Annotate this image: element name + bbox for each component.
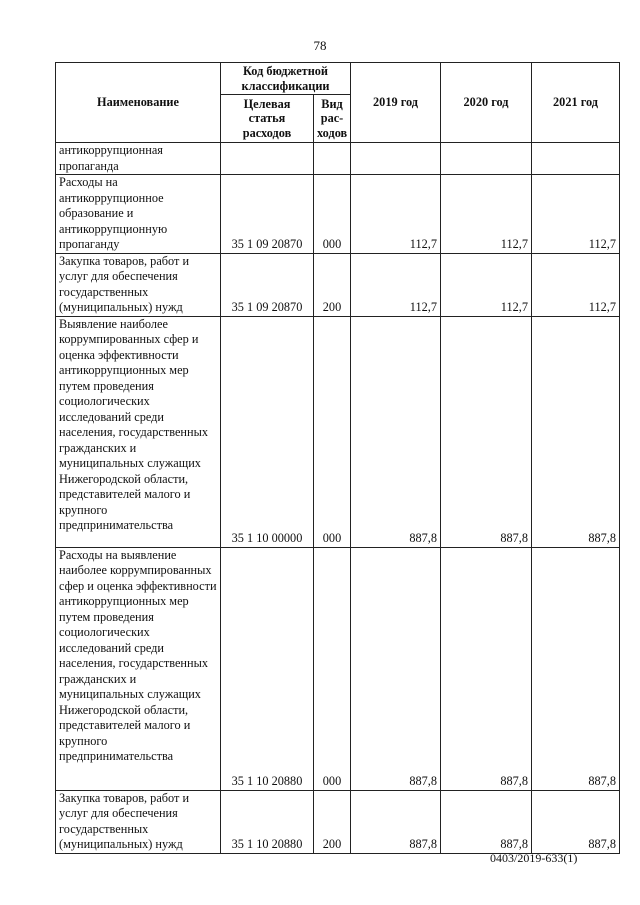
row-2020: 112,7 (441, 175, 532, 254)
header-2019: 2019 год (351, 63, 441, 143)
row-2019 (351, 143, 441, 175)
row-2019: 887,8 (351, 316, 441, 547)
document-code: 0403/2019-633(1) (490, 851, 578, 865)
row-name: Закупка товаров, работ и услуг для обеспечения государственных (муниципальных) нужд (56, 253, 221, 316)
row-2020: 887,8 (441, 547, 532, 790)
row-kind: 200 (314, 790, 351, 853)
table-row (56, 175, 620, 254)
table-row (56, 547, 620, 790)
row-code (221, 143, 314, 175)
table-row (56, 316, 620, 547)
page-number: 78 (313, 38, 327, 53)
row-name: Расходы на антикоррупционное образование и антикоррупционную пропаганду (56, 175, 221, 254)
row-2020 (441, 143, 532, 175)
row-2021: 887,8 (532, 790, 620, 853)
row-2021: 112,7 (532, 175, 620, 254)
row-name: Выявление наиболее коррумпированных сфер и оценка эффективности антикоррупционных мер путем проведения социологических исследований среди населения, государственных гражданских и муниципальных служащих Нижегородской области, представителей малого и крупного предпринимательства (56, 316, 221, 547)
row-kind (314, 143, 351, 175)
row-code: 35 1 10 00000 (221, 316, 314, 547)
row-2021: 112,7 (532, 253, 620, 316)
row-2020: 112,7 (441, 253, 532, 316)
row-kind: 000 (314, 316, 351, 547)
row-kind: 000 (314, 175, 351, 254)
row-kind: 000 (314, 547, 351, 790)
row-code: 35 1 09 20870 (221, 253, 314, 316)
row-code: 35 1 10 20880 (221, 547, 314, 790)
header-expense-type: Вид рас-ходов (314, 95, 351, 143)
header-target-item: Целевая статья расходов (221, 95, 314, 143)
row-2021 (532, 143, 620, 175)
row-2020: 887,8 (441, 316, 532, 547)
row-2020: 887,8 (441, 790, 532, 853)
row-kind: 200 (314, 253, 351, 316)
row-name: Закупка товаров, работ и услуг для обеспечения государственных (муниципальных) нужд (56, 790, 221, 853)
row-2021: 887,8 (532, 547, 620, 790)
table-row (56, 790, 620, 853)
table-row (56, 143, 620, 175)
row-2019: 112,7 (351, 253, 441, 316)
header-kbk: Код бюджетной классификации (221, 63, 351, 95)
row-code: 35 1 10 20880 (221, 790, 314, 853)
header-name: Наименование (56, 63, 221, 143)
row-name: Расходы на выявление наиболее коррумпированных сфер и оценка эффективности антикоррупционных мер путем проведения социологических исследований среди населения, государственных гражданских и муниципальных служащих Нижегородской области, представителей малого и крупного предпринимательства (56, 547, 221, 790)
row-name: антикоррупционная пропаганда (56, 143, 221, 175)
table-row (56, 253, 620, 316)
row-2019: 887,8 (351, 790, 441, 853)
row-2021: 887,8 (532, 316, 620, 547)
row-2019: 112,7 (351, 175, 441, 254)
row-code: 35 1 09 20870 (221, 175, 314, 254)
row-2019: 887,8 (351, 547, 441, 790)
budget-table (55, 62, 620, 854)
header-2021: 2021 год (532, 63, 620, 143)
header-2020: 2020 год (441, 63, 532, 143)
